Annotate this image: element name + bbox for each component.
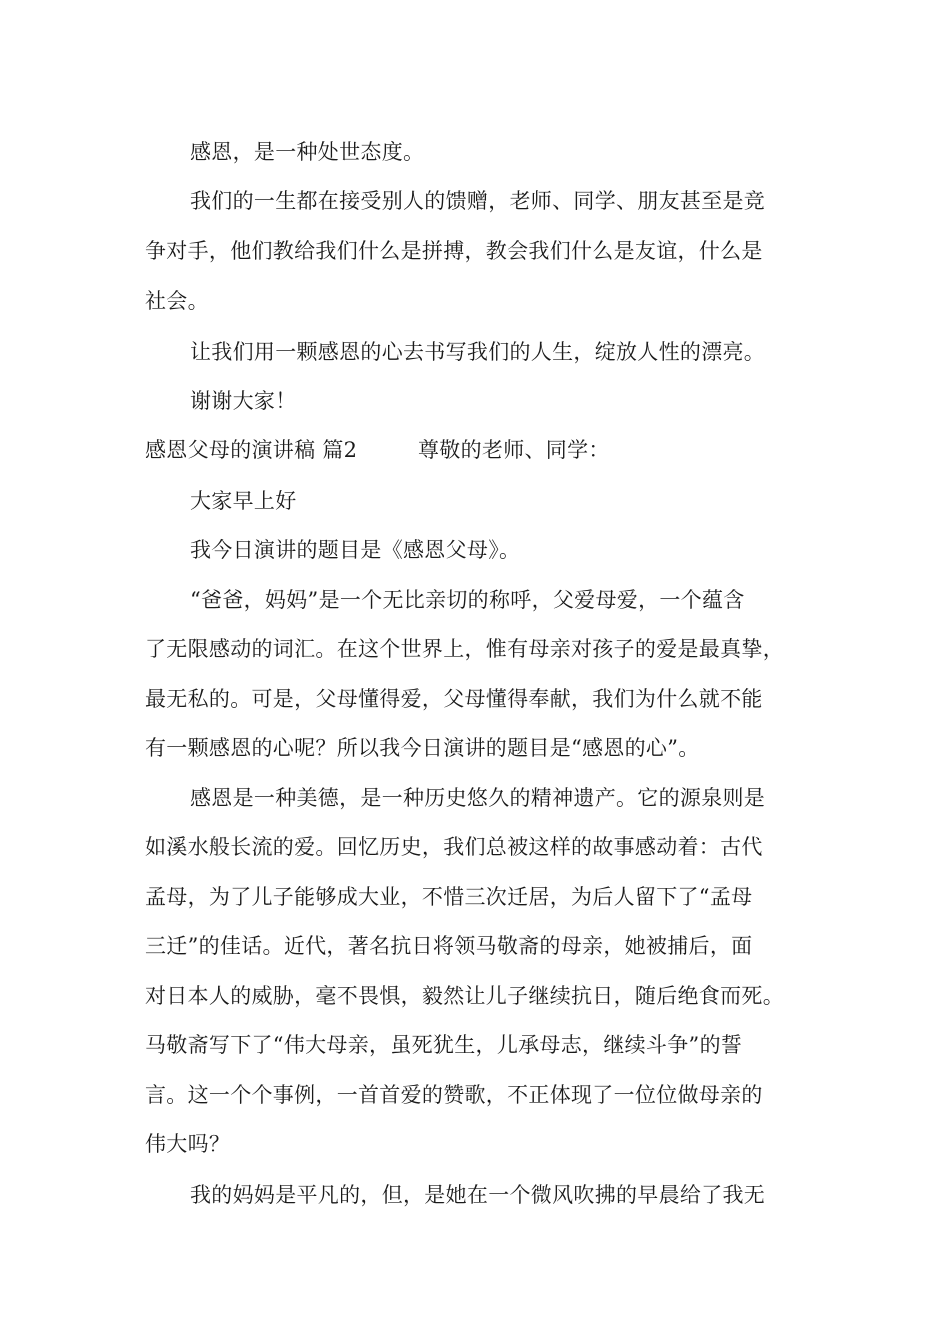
paragraph-line: 我的妈妈是平凡的，但，是她在一个微风吹拂的早晨给了我无 <box>190 1183 766 1207</box>
paragraph-line: 三迁”的佳话。近代，著名抗日将领马敬斋的母亲，她被捕后，面 <box>145 934 753 958</box>
paragraph-line: 感恩是一种美德，是一种历史悠久的精神遗产。它的源泉则是 <box>190 786 766 810</box>
paragraph-line: 我今日演讲的题目是《感恩父母》。 <box>190 538 521 562</box>
paragraph-line: 最无私的。可是，父母懂得爱，父母懂得奉献，我们为什么就不能 <box>145 687 763 711</box>
salutation: 尊敬的老师、同学： <box>418 438 610 462</box>
paragraph-line: 如溪水般长流的爱。回忆历史，我们总被这样的故事感动着：古代 <box>145 835 763 859</box>
paragraph-line: 社会。 <box>145 289 209 313</box>
paragraph-line: 大家早上好 <box>190 489 297 513</box>
section-heading-row <box>145 435 357 465</box>
section-heading: 感恩父母的演讲稿 篇2 <box>145 438 358 462</box>
paragraph-line: 言。这一个个事例，一首首爱的赞歌，不正体现了一位位做母亲的 <box>145 1083 763 1107</box>
paragraph-line: 我们的一生都在接受别人的馈赠，老师、同学、朋友甚至是竞 <box>190 189 766 213</box>
paragraph-line: “爸爸，妈妈”是一个无比亲切的称呼，父爱母爱，一个蕴含 <box>190 588 745 612</box>
paragraph-line: 感恩，是一种处世态度。 <box>190 140 425 164</box>
paragraph-line: 伟大吗？ <box>145 1132 231 1156</box>
paragraph-line: 让我们用一颗感恩的心去书写我们的人生，绽放人性的漂亮。 <box>190 340 766 364</box>
paragraph-line: 孟母，为了儿子能够成大业，不惜三次迁居，为后人留下了“孟母 <box>145 885 753 909</box>
paragraph-line: 谢谢大家！ <box>190 389 297 413</box>
paragraph-line: 对日本人的威胁，毫不畏惧，毅然让儿子继续抗日，随后绝食而死。 <box>145 984 784 1008</box>
paragraph-line: 马敬斋写下了“伟大母亲，虽死犹生，儿承母志，继续斗争”的誓 <box>145 1033 743 1057</box>
paragraph-line: 争对手，他们教给我们什么是拼搏，教会我们什么是友谊，什么是 <box>145 239 763 263</box>
paragraph-line: 有一颗感恩的心呢？所以我今日演讲的题目是“感恩的心”。 <box>145 736 700 760</box>
paragraph-line: 了无限感动的词汇。在这个世界上，惟有母亲对孩子的爱是最真挚， <box>145 637 784 661</box>
